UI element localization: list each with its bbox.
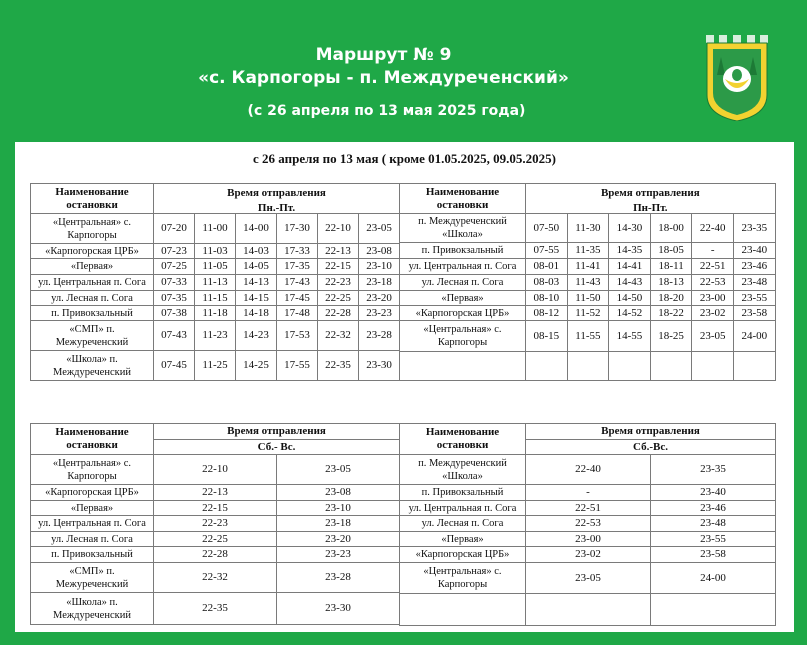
departure-time: 23-10	[277, 501, 400, 516]
table-row	[31, 306, 400, 321]
days-header: Сб.-Вс.	[526, 440, 776, 455]
stop-name: п. Междуреченский «Школа»	[400, 455, 526, 485]
time-header: Время отправления	[526, 184, 776, 203]
departure-time: 11-00	[195, 214, 236, 244]
table-row	[31, 321, 400, 351]
departure-time: 14-35	[609, 243, 651, 259]
departure-time: 22-10	[318, 214, 359, 244]
departure-time: 23-28	[359, 321, 400, 351]
departure-time: 07-20	[154, 214, 195, 244]
route-endpoints: «с. Карпогоры - п. Междуреченский»	[198, 68, 569, 88]
departure-time	[733, 352, 775, 381]
departure-time: 23-18	[277, 516, 400, 532]
departure-time: 22-15	[318, 259, 359, 275]
coat-of-arms-icon	[705, 35, 769, 121]
departure-time: 07-38	[154, 306, 195, 321]
weekend-schedule-left	[30, 423, 400, 625]
departure-time	[692, 352, 734, 381]
departure-time: 23-05	[526, 563, 651, 594]
stop-name: «Центральная» с. Карпогоры	[31, 455, 154, 485]
departure-time: 11-03	[195, 244, 236, 259]
departure-time: 23-05	[692, 321, 734, 352]
stop-header: Наименование остановки	[31, 424, 154, 455]
time-header: Время отправления	[154, 424, 400, 440]
table-row	[400, 306, 776, 321]
departure-time: 23-20	[277, 532, 400, 547]
stop-name: «Центральная» с. Карпогоры	[400, 321, 526, 352]
departure-time: 24-00	[651, 563, 776, 594]
stop-header: Наименование остановки	[400, 184, 526, 214]
departure-time: 22-23	[318, 275, 359, 291]
table-row	[31, 351, 400, 381]
departure-time: 23-40	[733, 243, 775, 259]
weekday-schedule-right	[399, 183, 776, 381]
departure-time: 18-20	[650, 291, 692, 306]
departure-time: 17-35	[277, 259, 318, 275]
departure-time: 22-51	[526, 501, 651, 516]
departure-time: 22-23	[154, 516, 277, 532]
stop-name	[400, 352, 526, 381]
departure-time: 23-58	[733, 306, 775, 321]
departure-time: 17-45	[277, 291, 318, 306]
departure-time: 18-25	[650, 321, 692, 352]
departure-time: 14-05	[236, 259, 277, 275]
weekday-schedule-left	[30, 183, 400, 381]
departure-time: 23-18	[359, 275, 400, 291]
stop-name: п. Привокзальный	[400, 485, 526, 501]
table-row	[400, 291, 776, 306]
departure-time: 23-30	[359, 351, 400, 381]
table-row	[400, 563, 776, 594]
departure-time: 07-50	[526, 214, 568, 243]
departure-time: 22-53	[692, 275, 734, 291]
departure-time: 08-01	[526, 259, 568, 275]
departure-time: 22-25	[318, 291, 359, 306]
table-row	[400, 214, 776, 243]
table-row	[400, 321, 776, 352]
departure-time: 14-00	[236, 214, 277, 244]
departure-time: 23-40	[651, 485, 776, 501]
schedule-title: с 26 апреля по 13 мая ( кроме 01.05.2025, 09.05.2025)	[253, 151, 556, 166]
route-period: (с 26 апреля по 13 мая 2025 года)	[247, 103, 526, 119]
departure-time: 07-55	[526, 243, 568, 259]
departure-time: 11-25	[195, 351, 236, 381]
departure-time: 14-15	[236, 291, 277, 306]
departure-time: 14-55	[609, 321, 651, 352]
departure-time: 08-15	[526, 321, 568, 352]
departure-time: 23-35	[651, 455, 776, 485]
departure-time: 17-53	[277, 321, 318, 351]
departure-time: 11-35	[567, 243, 609, 259]
departure-time: 11-41	[567, 259, 609, 275]
departure-time: 22-32	[318, 321, 359, 351]
departure-time: 22-13	[154, 485, 277, 501]
stop-name: «Карпогорская ЦРБ»	[31, 244, 154, 259]
table-row	[31, 532, 400, 547]
departure-time: 23-23	[277, 547, 400, 563]
table-row	[400, 501, 776, 516]
departure-time: 23-48	[733, 275, 775, 291]
table-row	[400, 516, 776, 532]
departure-time: 23-08	[359, 244, 400, 259]
stop-name: ул. Центральная п. Сога	[31, 275, 154, 291]
stop-name: «Карпогорская ЦРБ»	[400, 306, 526, 321]
departure-time: 07-33	[154, 275, 195, 291]
departure-time: 23-20	[359, 291, 400, 306]
stop-name: «Первая»	[31, 259, 154, 275]
days-header: Пн-Пт.	[526, 203, 776, 214]
departure-time: 22-25	[154, 532, 277, 547]
departure-time: 17-30	[277, 214, 318, 244]
table-row	[31, 259, 400, 275]
route-title: Маршрут № 9	[315, 45, 452, 65]
departure-time: 22-15	[154, 501, 277, 516]
table-row	[31, 501, 400, 516]
stop-name: ул. Центральная п. Сога	[400, 259, 526, 275]
stop-name: п. Привокзальный	[31, 547, 154, 563]
departure-time: 07-43	[154, 321, 195, 351]
departure-time: 14-13	[236, 275, 277, 291]
departure-time: 11-50	[567, 291, 609, 306]
table-row	[400, 243, 776, 259]
departure-time: 23-10	[359, 259, 400, 275]
table-row	[31, 244, 400, 259]
departure-time: 17-48	[277, 306, 318, 321]
time-header: Время отправления	[526, 424, 776, 440]
departure-time: 22-53	[526, 516, 651, 532]
table-row	[31, 214, 400, 244]
days-header: Сб.- Вс.	[154, 440, 400, 455]
departure-time: 22-35	[154, 593, 277, 625]
departure-time: 23-48	[651, 516, 776, 532]
departure-time: 18-05	[650, 243, 692, 259]
departure-time	[609, 352, 651, 381]
departure-time: 18-11	[650, 259, 692, 275]
stop-name: п. Привокзальный	[31, 306, 154, 321]
stop-name: ул. Центральная п. Сога	[400, 501, 526, 516]
stop-name: ул. Лесная п. Сога	[400, 516, 526, 532]
departure-time: 23-58	[651, 547, 776, 563]
stop-name: ул. Лесная п. Сога	[31, 532, 154, 547]
table-row	[400, 485, 776, 501]
departure-time: 11-13	[195, 275, 236, 291]
departure-time: 11-55	[567, 321, 609, 352]
departure-time: -	[526, 485, 651, 501]
departure-time	[650, 352, 692, 381]
departure-time: 22-35	[318, 351, 359, 381]
departure-time: 11-05	[195, 259, 236, 275]
departure-time: 23-23	[359, 306, 400, 321]
departure-time: 14-23	[236, 321, 277, 351]
departure-time: 17-43	[277, 275, 318, 291]
table-row	[31, 593, 400, 625]
stop-name: ул. Лесная п. Сога	[400, 275, 526, 291]
departure-time: 07-45	[154, 351, 195, 381]
stop-name: ул. Центральная п. Сога	[31, 516, 154, 532]
departure-time: 18-22	[650, 306, 692, 321]
days-header: Пн.-Пт.	[154, 203, 400, 214]
stop-name: «СМП» п. Межуреченский	[31, 563, 154, 593]
stop-name: «Первая»	[400, 291, 526, 306]
stop-name: п. Привокзальный	[400, 243, 526, 259]
departure-time: 18-00	[650, 214, 692, 243]
departure-time: 11-15	[195, 291, 236, 306]
departure-time: 08-12	[526, 306, 568, 321]
departure-time	[567, 352, 609, 381]
stop-name	[400, 594, 526, 626]
departure-time: 22-40	[526, 455, 651, 485]
departure-time: 14-43	[609, 275, 651, 291]
departure-time: 07-35	[154, 291, 195, 306]
table-row	[400, 259, 776, 275]
departure-time: 23-46	[651, 501, 776, 516]
departure-time: 23-05	[359, 214, 400, 244]
table-row	[31, 563, 400, 593]
table-row	[31, 455, 400, 485]
table-row	[400, 594, 776, 626]
departure-time: 22-10	[154, 455, 277, 485]
table-row	[400, 547, 776, 563]
time-header: Время отправления	[154, 184, 400, 203]
stop-name: «Центральная» с. Карпогоры	[400, 563, 526, 594]
departure-time: 23-46	[733, 259, 775, 275]
departure-time	[526, 594, 651, 626]
table-row	[400, 532, 776, 547]
stop-name: «Карпогорская ЦРБ»	[31, 485, 154, 501]
departure-time: 11-23	[195, 321, 236, 351]
stop-name: «Карпогорская ЦРБ»	[400, 547, 526, 563]
stop-header: Наименование остановки	[31, 184, 154, 214]
departure-time: 23-55	[651, 532, 776, 547]
stop-name: «СМП» п. Межуреченский	[31, 321, 154, 351]
departure-time: 14-30	[609, 214, 651, 243]
departure-time: 23-00	[692, 291, 734, 306]
stop-name: «Центральная» с. Карпогоры	[31, 214, 154, 244]
departure-time: 23-30	[277, 593, 400, 625]
table-row	[400, 455, 776, 485]
table-row	[400, 352, 776, 381]
table-row	[31, 485, 400, 501]
departure-time: 08-10	[526, 291, 568, 306]
departure-time: 23-02	[526, 547, 651, 563]
departure-time: 23-05	[277, 455, 400, 485]
departure-time: 17-33	[277, 244, 318, 259]
departure-time: 07-25	[154, 259, 195, 275]
departure-time: 11-43	[567, 275, 609, 291]
departure-time: 18-13	[650, 275, 692, 291]
departure-time: 14-50	[609, 291, 651, 306]
departure-time: 23-55	[733, 291, 775, 306]
departure-time: 14-41	[609, 259, 651, 275]
departure-time: 14-52	[609, 306, 651, 321]
departure-time: 23-35	[733, 214, 775, 243]
departure-time: 22-32	[154, 563, 277, 593]
departure-time: 07-23	[154, 244, 195, 259]
stop-name: «Школа» п. Междуреченский	[31, 351, 154, 381]
departure-time: 22-13	[318, 244, 359, 259]
departure-time: -	[692, 243, 734, 259]
weekend-schedule-right	[399, 423, 776, 626]
table-row	[400, 275, 776, 291]
departure-time: 23-00	[526, 532, 651, 547]
departure-time: 22-40	[692, 214, 734, 243]
departure-time: 17-55	[277, 351, 318, 381]
stop-name: ул. Лесная п. Сога	[31, 291, 154, 306]
departure-time: 14-25	[236, 351, 277, 381]
departure-time: 23-02	[692, 306, 734, 321]
table-row	[31, 547, 400, 563]
stop-name: «Первая»	[400, 532, 526, 547]
stop-header: Наименование остановки	[400, 424, 526, 455]
table-row	[31, 275, 400, 291]
departure-time: 11-18	[195, 306, 236, 321]
departure-time: 14-03	[236, 244, 277, 259]
stop-name: «Школа» п. Междуреченский	[31, 593, 154, 625]
departure-time: 23-28	[277, 563, 400, 593]
table-row	[31, 516, 400, 532]
departure-time	[651, 594, 776, 626]
stop-name: «Первая»	[31, 501, 154, 516]
departure-time: 11-52	[567, 306, 609, 321]
departure-time: 22-51	[692, 259, 734, 275]
departure-time: 22-28	[318, 306, 359, 321]
departure-time: 14-18	[236, 306, 277, 321]
departure-time: 11-30	[567, 214, 609, 243]
departure-time: 23-08	[277, 485, 400, 501]
departure-time: 24-00	[733, 321, 775, 352]
table-row	[31, 291, 400, 306]
departure-time	[526, 352, 568, 381]
departure-time: 22-28	[154, 547, 277, 563]
stop-name: п. Междуреченский «Школа»	[400, 214, 526, 243]
departure-time: 08-03	[526, 275, 568, 291]
